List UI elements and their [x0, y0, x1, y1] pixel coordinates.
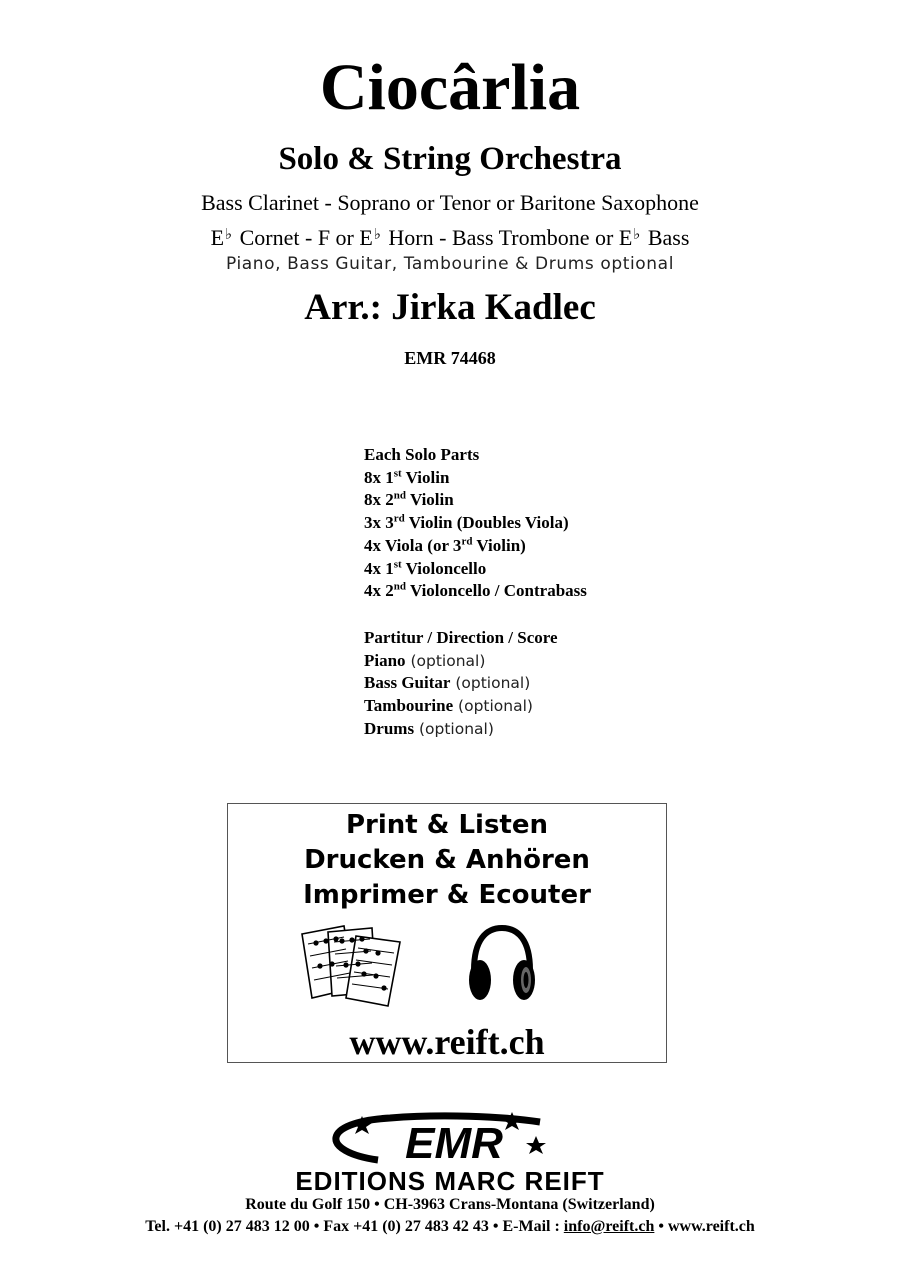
parts-score: Partitur / Direction / Score: [364, 627, 558, 647]
parts-optional-row: Bass Guitar (optional): [364, 673, 531, 693]
title: Ciocârlia: [319, 51, 581, 124]
promo-line-1: Print & Listen: [345, 810, 549, 840]
promo-line-3: Imprimer & Ecouter: [303, 880, 591, 910]
catalog-number: EMR 74468: [404, 348, 496, 368]
emr-logo: [250, 1108, 650, 1196]
sheet-music-icon: [300, 922, 412, 1008]
website-link[interactable]: www.reift.ch: [349, 1022, 545, 1062]
headphones-icon: [466, 924, 538, 1004]
publisher-contact: Tel. +41 (0) 27 483 12 00 • Fax +41 (0) 27 483 42 43 • E-Mail : info@reift.ch • www.reift.ch: [145, 1218, 755, 1235]
parts-string-row: 4x 2nd Violoncello / Contrabass: [364, 580, 587, 601]
parts-solo: Each Solo Parts: [364, 445, 480, 464]
parts-string-row: 8x 2nd Violin: [364, 489, 454, 510]
promo-line-2: Drucken & Anhören: [304, 845, 590, 875]
parts-optional-row: Drums (optional): [364, 718, 494, 738]
arranger: Arr.: Jirka Kadlec: [304, 287, 596, 328]
flat-symbol: ♭: [373, 227, 381, 243]
instrumentation-line-3: Piano, Bass Guitar, Tambourine & Drums optional: [225, 254, 675, 274]
print-listen-box: [227, 803, 667, 1063]
parts-optional-row: Tambourine (optional): [364, 696, 533, 716]
parts-string-row: 4x Viola (or 3rd Violin): [364, 535, 526, 555]
parts-string-row: 3x 3rd Violin (Doubles Viola): [364, 512, 569, 533]
instrumentation-line-2: E♭ Cornet - F or E♭ Horn - Bass Trombone or E♭ Bass: [210, 225, 690, 250]
parts-optional-row: Piano (optional): [364, 650, 486, 670]
parts-string-row: 4x 1st Violoncello: [364, 557, 487, 578]
star-icon: [526, 1136, 546, 1154]
subtitle: Solo & String Orchestra: [278, 141, 622, 177]
parts-string-row: 8x 1st Violin: [364, 467, 450, 487]
parts-list: [364, 444, 587, 740]
flat-symbol: ♭: [633, 227, 641, 243]
logo-letters: EMR: [405, 1119, 503, 1168]
email-link[interactable]: info@reift.ch: [563, 1218, 655, 1235]
flat-symbol: ♭: [225, 227, 233, 243]
publisher-address: Route du Golf 150 • CH-3963 Crans-Montana (Switzerland): [245, 1196, 655, 1213]
publisher-name: EDITIONS MARC REIFT: [295, 1166, 605, 1196]
instrumentation-line-1: Bass Clarinet - Soprano or Tenor or Baritone Saxophone: [201, 190, 699, 215]
